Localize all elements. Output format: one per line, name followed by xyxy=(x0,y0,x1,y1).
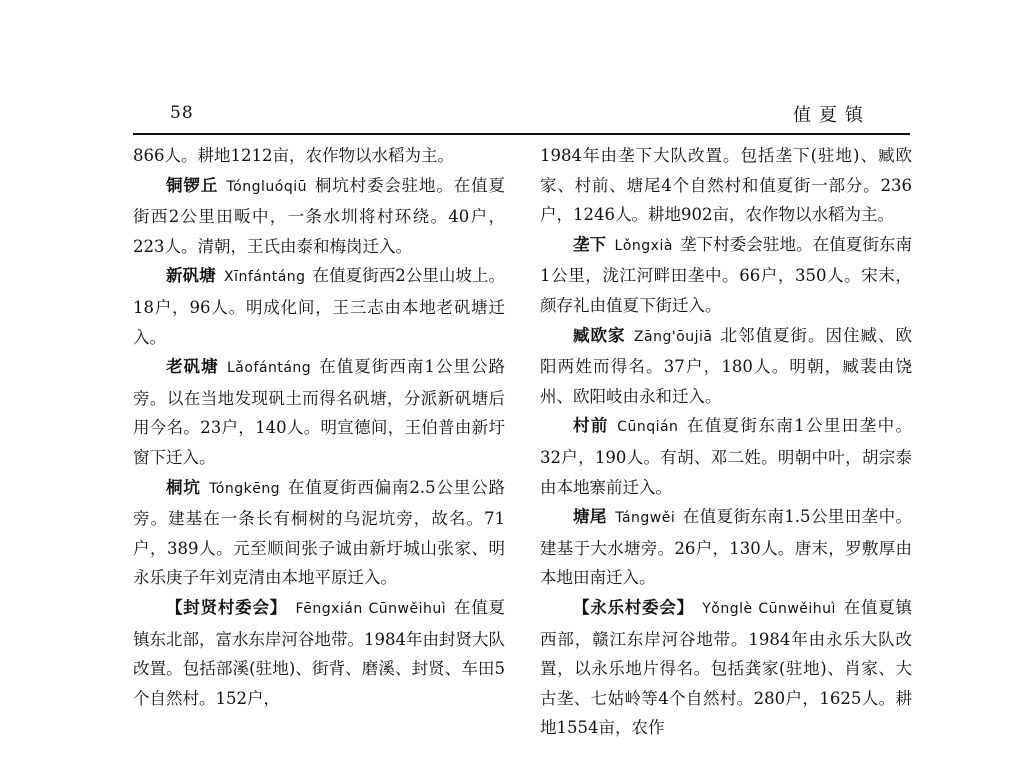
gazetteer-entry xyxy=(133,473,505,593)
entry-pinyin: Tángwěi xyxy=(615,510,676,527)
entry-headword: 老矾塘 xyxy=(166,357,219,377)
continuation-text: 866人。耕地1212亩，农作物以水稻为主。 xyxy=(133,146,454,165)
entry-text: 在值夏街西2公里山坡上。18户，96人。明成化间，王三志由本地老矾塘迁入。 xyxy=(133,266,505,347)
entry-text: 在值夏街西南1公里公路旁。以在当地发现矾土而得名矾塘，分派新矾塘后用今名。23户，140人。明宣德间，王伯普由新圩窗下迁入。 xyxy=(133,357,506,467)
entry-text: 垄下村委会驻地。在值夏街东南1公里，泷江河畔田垄中。66户，350人。宋末，颜存礼由值夏下街迁入。 xyxy=(540,234,913,315)
entry-text: 在值夏街西偏南2.5公里公路旁。建基在一条长有桐树的乌泥坑旁，故名。71户，389人。元至顺间张子诚由新圩城山张家、明永乐庚子年刘克清由本地平原迁入。 xyxy=(133,477,505,588)
gazetteer-entry xyxy=(540,321,912,412)
entry-text: 在值夏镇东北部，富水东岸河谷地带。1984年由封贤大队改置。包括部溪(驻地)、街背、磨溪、封贤、车田5个自然村。152户， xyxy=(133,597,506,708)
entry-text: 在值夏镇西部，赣江东岸河谷地带。1984年由永乐大队改置，以永乐地片得名。包括龚家(驻地)、肖家、大古垄、七姑岭等4个自然村。280户，1625人。耕地1554亩，农作 xyxy=(540,597,913,738)
entry-pinyin: Lǒngxià xyxy=(614,237,673,254)
entry-headword: 臧欧家 xyxy=(573,325,626,345)
left-column xyxy=(133,141,505,713)
running-head: 值夏镇 xyxy=(793,105,871,126)
page-number: 58 xyxy=(170,103,194,123)
entry-headword: 新矾塘 xyxy=(166,266,216,286)
entry-pinyin: Tóngkēng xyxy=(209,480,281,497)
right-column xyxy=(540,141,912,743)
entry-headword: 【封贤村委会】 xyxy=(166,597,288,617)
entry-headword: 桐坑 xyxy=(166,477,201,497)
entry-pinyin: Lǎofántáng xyxy=(227,360,312,377)
header-rule xyxy=(133,133,910,135)
gazetteer-entry xyxy=(540,230,912,321)
entry-text: 在值夏街东南1.5公里田垄中。建基于大水塘旁。26户，130人。唐末，罗敷厚由本地田南迁入。 xyxy=(540,507,912,588)
gazetteer-entry xyxy=(133,171,505,262)
continuation-text: 1984年由垄下大队改置。包括垄下(驻地)、臧欧家、村前、塘尾4个自然村和值夏街一部分。236户，1246人。耕地902亩，农作物以水稻为主。 xyxy=(540,146,912,225)
entry-text: 在值夏街东南1公里田垄中。32户，190人。有胡、邓二姓。明朝中叶，胡宗泰由本地寨前迁入。 xyxy=(540,416,912,497)
gazetteer-entry xyxy=(133,352,505,472)
entry-headword: 【永乐村委会】 xyxy=(573,597,694,617)
gazetteer-entry xyxy=(540,502,912,593)
gazetteer-entry xyxy=(133,261,505,352)
entry-headword: 塘尾 xyxy=(573,507,607,527)
entry-pinyin: Cūnqián xyxy=(617,419,679,436)
entry-pinyin: Tóngluóqiū xyxy=(226,178,307,195)
entry-pinyin: Yǒnglè Cūnwěihuì xyxy=(702,600,836,617)
entry-pinyin: Xīnfántáng xyxy=(224,269,306,286)
gazetteer-entry xyxy=(540,411,912,502)
gazetteer-entry xyxy=(540,593,912,743)
entry-headword: 铜锣丘 xyxy=(166,175,219,195)
entry-pinyin: Zāng'ōujiā xyxy=(633,328,713,345)
entry-headword: 村前 xyxy=(573,416,609,436)
entry-headword: 垄下 xyxy=(573,234,607,254)
gazetteer-entry xyxy=(133,593,505,713)
entry-pinyin: Fēngxián Cūnwěihuì xyxy=(295,600,447,617)
entry-text: 北邻值夏街。因住臧、欧阳两姓而得名。37户，180人。明朝，臧裴由饶州、欧阳岐由永和迁入。 xyxy=(540,325,913,406)
entry-text: 桐坑村委会驻地。在值夏街西2公里田畈中，一条水圳将村环绕。40户，223人。清朝，王氏由泰和梅岗迁入。 xyxy=(133,175,506,256)
